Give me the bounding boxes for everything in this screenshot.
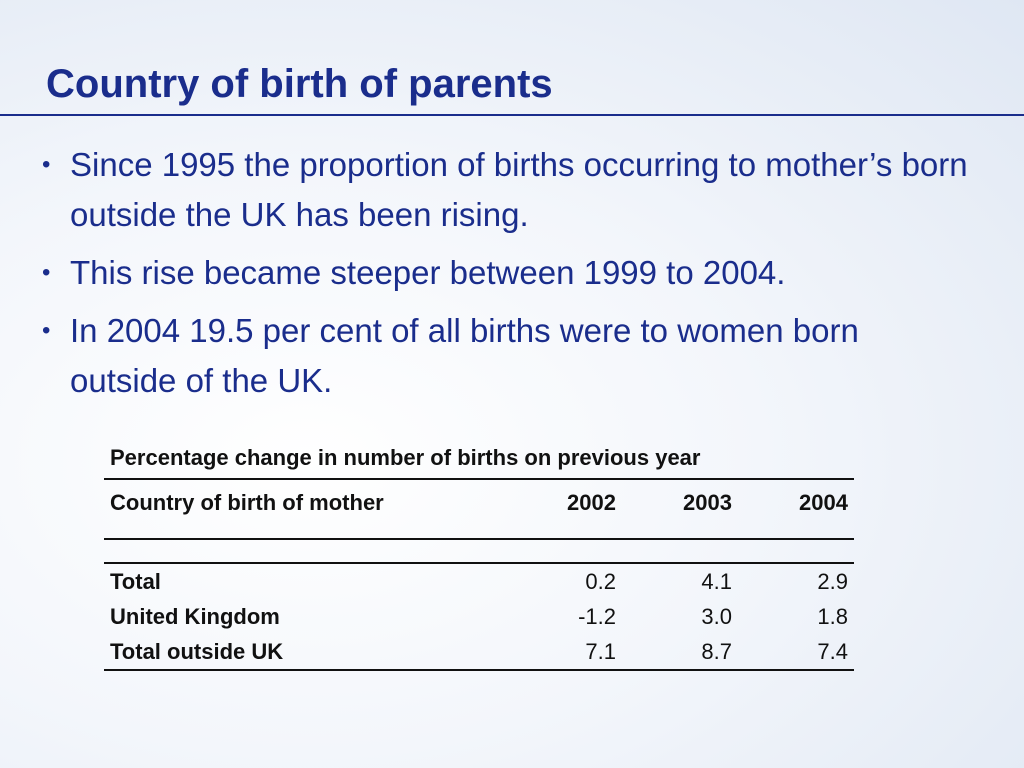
table-spacer [104, 539, 854, 563]
table-caption: Percentage change in number of births on previous year [104, 438, 854, 479]
bullet-icon: • [42, 317, 51, 344]
cell-value: 7.1 [506, 634, 622, 670]
table-row [104, 563, 854, 599]
cell-value: 0.2 [585, 568, 616, 594]
row-label: Total outside UK [104, 634, 506, 670]
row-label: United Kingdom [110, 603, 280, 629]
bullet-item [40, 306, 970, 406]
cell-value: -1.2 [578, 603, 616, 629]
table-row [104, 599, 854, 634]
bullet-item [40, 248, 970, 298]
title-divider [0, 114, 1024, 116]
bullet-icon: • [42, 259, 51, 286]
bullet-list [40, 140, 970, 414]
cell-value: 4.1 [701, 568, 732, 594]
row-label: Total [110, 568, 161, 594]
table-row [104, 634, 854, 670]
bullet-text: In 2004 19.5 per cent of all births were to women born outside of the UK. [70, 312, 859, 399]
column-header-2004: 2004 [738, 479, 854, 539]
cell-value: 3.0 [701, 603, 732, 629]
births-change-table [104, 438, 854, 671]
cell-value: 8.7 [622, 634, 738, 670]
bullet-text: This rise became steeper between 1999 to 2004. [70, 254, 786, 291]
table-caption-row [104, 438, 854, 479]
slide-title: Country of birth of parents [46, 62, 553, 106]
cell-value: 2.9 [817, 568, 848, 594]
cell-value: 7.4 [738, 634, 854, 670]
column-header-country: Country of birth of mother [104, 479, 506, 539]
table-spacer-row [104, 539, 854, 563]
column-header-2003: 2003 [622, 479, 738, 539]
bullet-item [40, 140, 970, 240]
table-header-row [104, 479, 854, 539]
bullet-text: Since 1995 the proportion of births occurring to mother’s born outside the UK has been rising. [70, 146, 968, 233]
column-header-2002: 2002 [506, 479, 622, 539]
cell-value: 1.8 [817, 603, 848, 629]
bullet-icon: • [42, 151, 51, 178]
